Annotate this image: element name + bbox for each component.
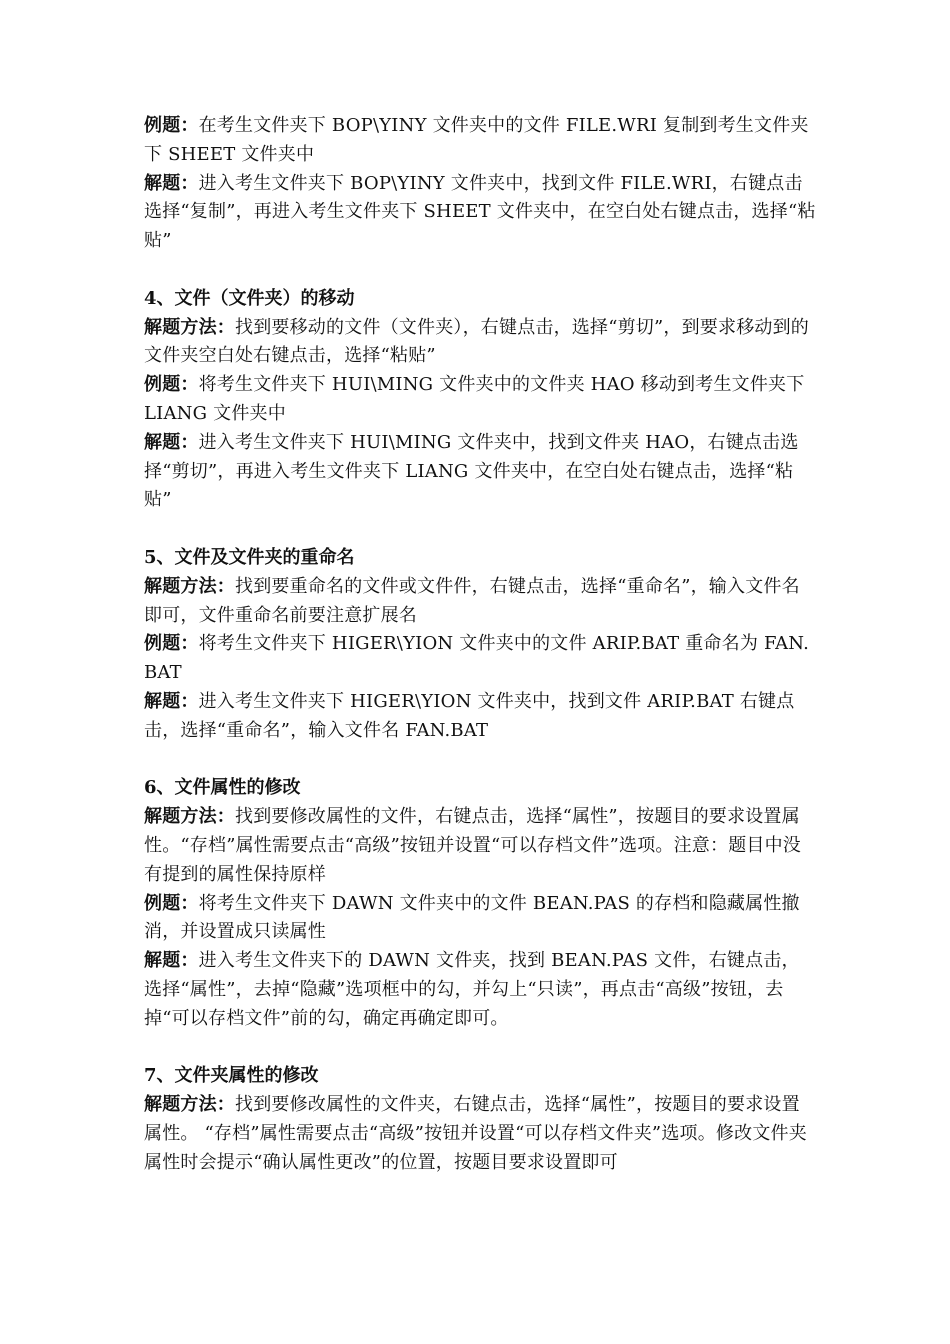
section-heading: 6、文件属性的修改 [144, 777, 301, 799]
method-paragraph [144, 1091, 816, 1177]
method-label: 解题方法： [144, 1094, 235, 1116]
solution-paragraph [144, 947, 816, 1033]
method-paragraph [144, 803, 816, 889]
example-text: 将考生文件夹下 DAWN 文件夹中的文件 BEAN.PAS 的存档和隐藏属性撤消，并设置成只读属性 [144, 892, 800, 943]
paragraph-gap [144, 515, 816, 544]
method-text: 找到要修改属性的文件夹，右键点击，选择“属性”，按题目的要求设置属性。 “存档”属性需要点击“高级”按钮并设置“可以存档文件夹”选项。修改文件夹属性时会提示“确认属性更改”的位置，按题目要求设置即可 [144, 1094, 807, 1173]
example-label: 例题： [144, 374, 199, 396]
solution-paragraph [144, 170, 816, 256]
example-paragraph [144, 630, 816, 688]
paragraph-gap [144, 256, 816, 285]
example-paragraph [144, 890, 816, 948]
method-label: 解题方法： [144, 806, 235, 828]
example-paragraph [144, 371, 816, 429]
method-text: 找到要移动的文件（文件夹），右键点击，选择“剪切”，到要求移动到的文件夹空白处右键点击，选择“粘贴” [144, 316, 810, 367]
method-paragraph [144, 573, 816, 631]
paragraph-gap [144, 1034, 816, 1063]
solution-text: 进入考生文件夹下 HIGER\YION 文件夹中，找到文件 ARIP.BAT 右键点击，选择“重命名”，输入文件名 FAN.BAT [144, 690, 795, 741]
solution-paragraph [144, 688, 816, 746]
section-heading: 5、文件及文件夹的重命名 [144, 546, 355, 568]
section-copy [144, 112, 816, 256]
paragraph-gap [144, 746, 816, 775]
method-paragraph [144, 314, 816, 372]
example-paragraph [144, 112, 816, 170]
section-move [144, 285, 816, 515]
method-text: 找到要修改属性的文件，右键点击，选择“属性”，按题目的要求设置属性。“存档”属性需要点击“高级”按钮并设置“可以存档文件”选项。注意：题目中没有提到的属性保持原样 [144, 806, 802, 885]
section-rename [144, 544, 816, 746]
example-label: 例题： [144, 892, 199, 914]
solution-label: 解题： [144, 431, 199, 453]
method-text: 找到要重命名的文件或文件件，右键点击，选择“重命名”，输入文件名即可，文件重命名前要注意扩展名 [144, 575, 800, 626]
example-text: 将考生文件夹下 HIGER\YION 文件夹中的文件 ARIP.BAT 重命名为 FAN.BAT [144, 633, 809, 684]
example-label: 例题： [144, 633, 199, 655]
solution-label: 解题： [144, 690, 199, 712]
example-text: 在考生文件夹下 BOP\YINY 文件夹中的文件 FILE.WRI 复制到考生文件夹下 SHEET 文件夹中 [144, 115, 809, 165]
solution-text: 进入考生文件夹下 HUI\MING 文件夹中，找到文件夹 HAO，右键点击选择“剪切”，再进入考生文件夹下 LIANG 文件夹中，在空白处右键点击，选择“粘贴” [144, 431, 799, 511]
section-heading: 7、文件夹属性的修改 [144, 1065, 319, 1087]
example-label: 例题： [144, 115, 199, 136]
example-text: 将考生文件夹下 HUI\MING 文件夹中的文件夹 HAO 移动到考生文件夹下 LIANG 文件夹中 [144, 374, 805, 424]
solution-text: 进入考生文件夹下的 DAWN 文件夹，找到 BEAN.PAS 文件，右键点击，选择“属性”，去掉“隐藏”选项框中的勾，并勾上“只读”，再点击“高级”按钮，去掉“可以存档文件”前的勾，确定再确定即可。 [144, 950, 800, 1029]
method-label: 解题方法： [144, 316, 235, 338]
section-file-attributes [144, 774, 816, 1033]
method-label: 解题方法： [144, 575, 235, 597]
section-folder-attributes [144, 1062, 816, 1177]
solution-paragraph [144, 429, 816, 515]
solution-text: 进入考生文件夹下 BOP\YINY 文件夹中，找到文件 FILE.WRI，右键点击选择“复制”，再进入考生文件夹下 SHEET 文件夹中，在空白处右键点击，选择“粘贴” [144, 172, 816, 252]
document-page [144, 112, 816, 1177]
solution-label: 解题： [144, 172, 199, 194]
section-heading: 4、文件（文件夹）的移动 [144, 287, 355, 309]
solution-label: 解题： [144, 950, 199, 972]
